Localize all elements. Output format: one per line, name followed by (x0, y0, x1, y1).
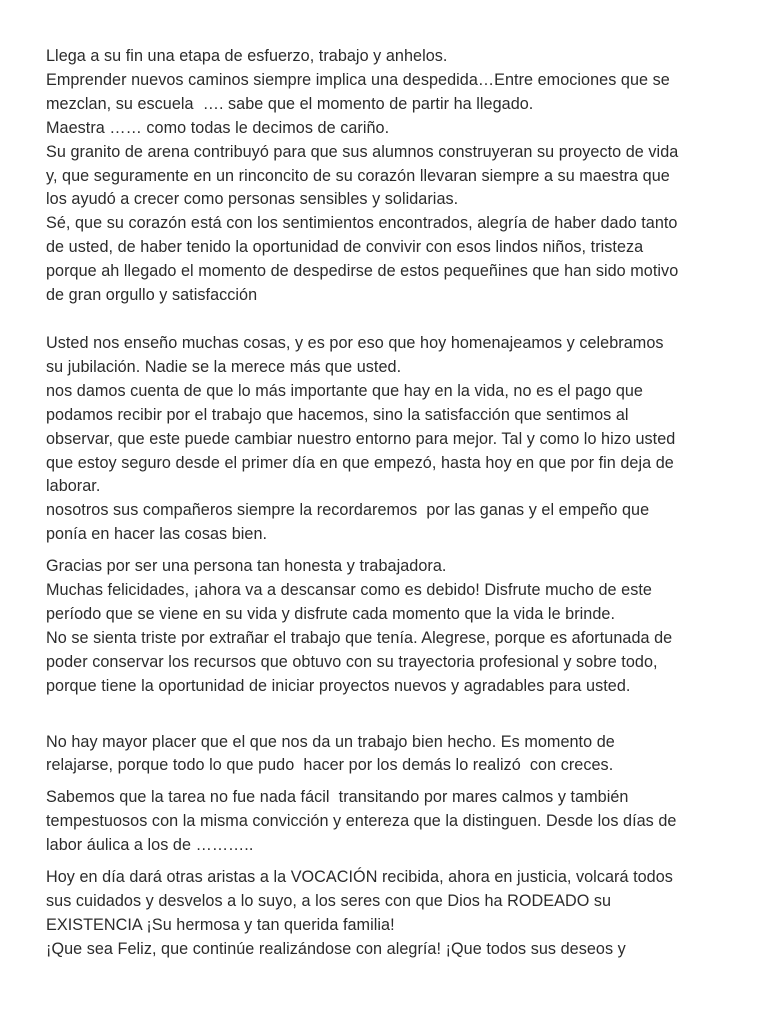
paragraph-spacer (46, 547, 736, 555)
text-line: Muchas felicidades, ¡ahora va a descansar como es debido! Disfrute mucho de este (46, 581, 652, 600)
text-line: No hay mayor placer que el que nos da un trabajo bien hecho. Es momento de (46, 732, 615, 751)
text-line: Hoy en día dará otras aristas a la VOCACIÓN recibida, ahora en justicia, volcará todos (46, 868, 673, 887)
paragraph-spacer (46, 308, 736, 332)
text-line: observar, que este puede cambiar nuestro entorno para mejor. Tal y como lo hizo usted (46, 429, 676, 448)
text-line: y, que seguramente en un rinconcito de su corazón llevaran siempre a su maestra que (46, 166, 670, 185)
text-line: relajarse, porque todo lo que pudo hacer por los demás lo realizó con creces. (46, 756, 614, 775)
text-line: ponía en hacer las cosas bien. (46, 525, 268, 544)
text-line: Usted nos enseño muchas cosas, y es por eso que hoy homenajeamos y celebramos (46, 333, 664, 352)
text-line: Llega a su fin una etapa de esfuerzo, trabajo y anhelos. (46, 47, 448, 65)
text-line: tempestuosos con la misma convicción y entereza que la distinguen. Desde los días de (46, 812, 677, 831)
text-line: Gracias por ser una persona tan honesta y trabajadora. (46, 557, 447, 576)
text-line: de gran orgullo y satisfacción (46, 286, 258, 305)
text-line: nos damos cuenta de que lo más importante que hay en la vida, no es el pago que (46, 381, 643, 400)
text-line: mezclan, su escuela …. sabe que el momento de partir ha llegado. (46, 94, 534, 113)
text-line: ¡Que sea Feliz, que continúe realizándose con alegría! ¡Que todos sus deseos y (46, 939, 626, 958)
text-line: Sé, que su corazón está con los sentimientos encontrados, alegría de haber dado tanto (46, 214, 678, 233)
paragraph-thanks (46, 555, 736, 698)
text-line: de usted, de haber tenido la oportunidad de convivir con esos lindos niños, tristeza (46, 238, 644, 257)
text-line: Sabemos que la tarea no fue nada fácil transitando por mares calmos y también (46, 788, 629, 807)
text-line: Emprender nuevos caminos siempre implica una despedida…Entre emociones que se (46, 70, 670, 89)
text-line: nosotros sus compañeros siempre la recordaremos por las ganas y el empeño que (46, 501, 650, 520)
text-line: No se sienta triste por extrañar el trabajo que tenía. Alegrese, porque es afortunada de (46, 628, 673, 647)
text-line: período que se viene en su vida y disfrute cada momento que la vida le brinde. (46, 604, 616, 623)
text-line: Maestra …… como todas le decimos de cariño. (46, 118, 390, 137)
paragraph-farewell (46, 45, 736, 308)
text-line: su jubilación. Nadie se la merece más que usted. (46, 357, 402, 376)
text-line: los ayudó a crecer como personas sensibles y solidarias. (46, 190, 459, 209)
text-line: que estoy seguro desde el primer día en que empezó, hasta hoy en que por fin deja de (46, 453, 674, 472)
text-line: porque ah llegado el momento de despedirse de estos pequeñines que han sido motivo (46, 262, 679, 281)
text-line: labor áulica a los de ……….. (46, 836, 254, 855)
paragraph-spacer (46, 699, 736, 731)
text-line: Su granito de arena contribuyó para que sus alumnos construyeran su proyecto de vida (46, 142, 679, 161)
paragraph-task (46, 786, 736, 858)
paragraph-retirement (46, 332, 736, 547)
text-line: EXISTENCIA ¡Su hermosa y tan querida familia! (46, 915, 395, 934)
paragraph-spacer (46, 858, 736, 866)
text-line: porque tiene la oportunidad de iniciar proyectos nuevos y agradables para usted. (46, 676, 631, 695)
paragraph-work-well-done (46, 731, 736, 779)
paragraph-spacer (46, 778, 736, 786)
text-line: podamos recibir por el trabajo que hacemos, sino la satisfacción que sentimos al (46, 405, 629, 424)
paragraph-vocation (46, 866, 736, 962)
text-line: sus cuidados y desvelos a lo suyo, a los seres con que Dios ha RODEADO su (46, 892, 612, 910)
text-line: laborar. (46, 477, 101, 496)
document-page (46, 45, 736, 962)
text-line: poder conservar los recursos que obtuvo con su trayectoria profesional y sobre todo, (46, 652, 658, 671)
